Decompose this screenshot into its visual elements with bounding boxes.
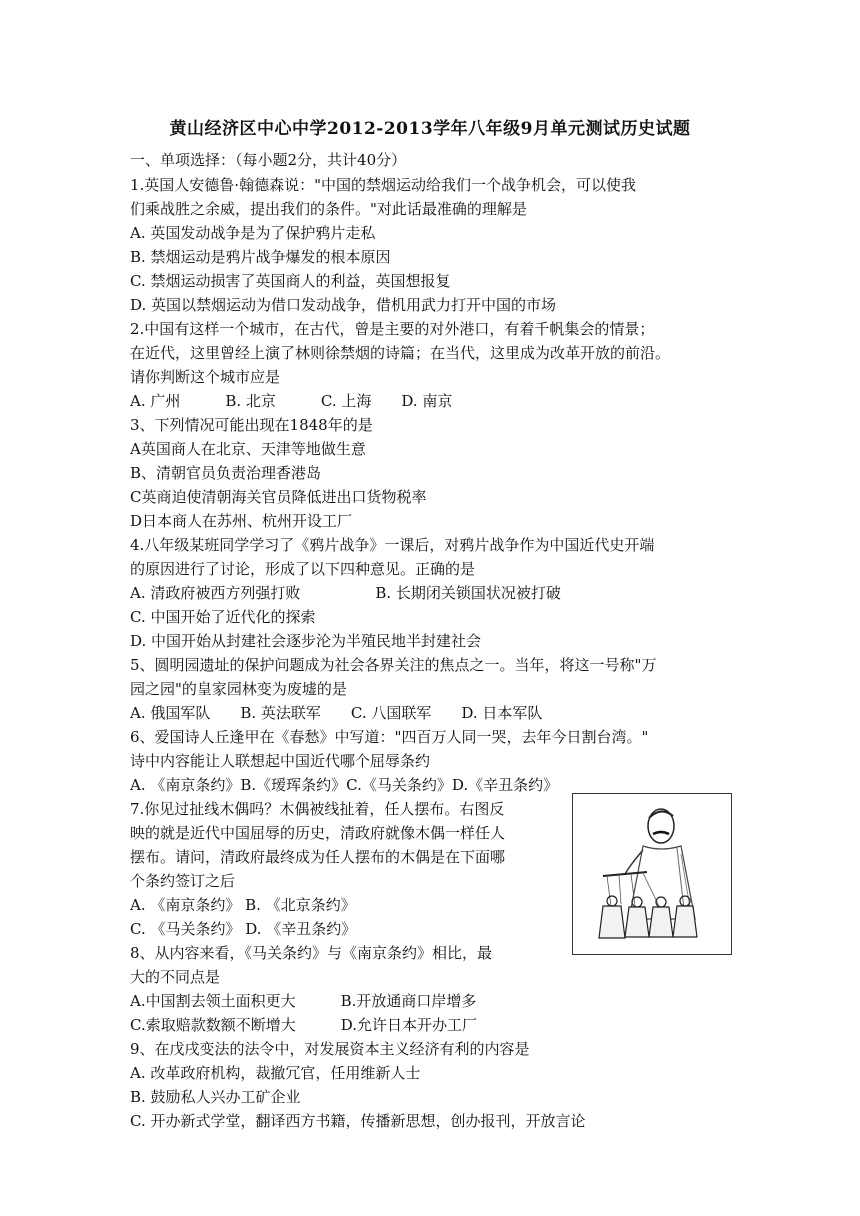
question-4-text: 4.八年级某班同学学习了《鸦片战争》一课后，对鸦片战争作为中国近代史开端 xyxy=(130,536,655,554)
question-9-option-b: B. 鼓励私人兴办工矿企业 xyxy=(130,1088,301,1106)
question-7-text: 映的就是近代中国屈辱的历史，清政府就像木偶一样任人 xyxy=(130,824,506,842)
question-7-options-ab: A. 《南京条约》 B. 《北京条约》 xyxy=(130,896,356,914)
question-9-text: 9、在戊戌变法的法令中，对发展资本主义经济有利的内容是 xyxy=(130,1040,530,1058)
question-1-text: 1.英国人安德鲁·翰德森说："中国的禁烟运动给我们一个战争机会，可以使我 xyxy=(130,176,636,194)
question-1-option-d: D. 英国以禁烟运动为借口发动战争，借机用武力打开中国的市场 xyxy=(130,296,557,314)
question-2-text: 在近代，这里曾经上演了林则徐禁烟的诗篇；在当代，这里成为改革开放的前沿。 xyxy=(130,344,671,362)
question-8-text: 大的不同点是 xyxy=(130,968,221,986)
question-1-option-b: B. 禁烟运动是鸦片战争爆发的根本原因 xyxy=(130,248,391,266)
question-6-options: A. 《南京条约》B.《瑷珲条约》C.《马关条约》D.《辛丑条约》 xyxy=(130,776,559,794)
question-5-options: A. 俄国军队 B. 英法联军 C. 八国联军 D. 日本军队 xyxy=(130,704,543,722)
question-7-text: 个条约签订之后 xyxy=(130,872,236,890)
question-3-option-d: D日本商人在苏州、杭州开设工厂 xyxy=(130,512,353,530)
question-4-text: 的原因进行了讨论，形成了以下四种意见。正确的是 xyxy=(130,560,476,578)
question-1-option-c: C. 禁烟运动损害了英国商人的利益，英国想报复 xyxy=(130,272,451,290)
question-1-text: 们乘战胜之余威，提出我们的条件。"对此话最准确的理解是 xyxy=(130,200,527,218)
question-4-option-d: D. 中国开始从封建社会逐步沦为半殖民地半封建社会 xyxy=(130,632,482,650)
question-9-option-a: A. 改革政府机构，裁撤冗官，任用维新人士 xyxy=(130,1064,421,1082)
question-2-text: 请你判断这个城市应是 xyxy=(130,368,281,386)
question-7-text: 摆布。请问，清政府最终成为任人摆布的木偶是在下面哪 xyxy=(130,848,506,866)
question-4-options-ab: A. 清政府被西方列强打败 B. 长期闭关锁国状况被打破 xyxy=(130,584,561,602)
question-7-text: 7.你见过扯线木偶吗？木偶被线扯着，任人摆布。右图反 xyxy=(130,800,505,818)
exam-title: 黄山经济区中心中学2012-2013学年八年级9月单元测试历史试题 xyxy=(169,119,691,139)
question-8-options-cd: C.索取赔款数额不断增大 D.允许日本开办工厂 xyxy=(130,1016,477,1034)
question-3-text: 3、下列情况可能出现在1848年的是 xyxy=(130,416,373,434)
puppet-drawing xyxy=(573,794,731,954)
question-4-option-c: C. 中国开始了近代化的探索 xyxy=(130,608,316,626)
question-8-text: 8、从内容来看，《马关条约》与《南京条约》相比，最 xyxy=(130,944,493,962)
section-heading: 一、单项选择：（每小题2分，共计40分） xyxy=(130,151,407,169)
question-2-options: A. 广州 B. 北京 C. 上海 D. 南京 xyxy=(130,392,453,410)
question-6-text: 6、爱国诗人丘逢甲在《春愁》中写道："四百万人同一哭，去年今日割台湾。" xyxy=(130,728,649,746)
question-6-text: 诗中内容能让人联想起中国近代哪个屈辱条约 xyxy=(130,752,431,770)
question-3-option-c: C英商迫使清朝海关官员降低进出口货物税率 xyxy=(130,488,427,506)
question-3-option-a: A英国商人在北京、天津等地做生意 xyxy=(130,440,366,458)
question-2-text: 2.中国有这样一个城市，在古代，曾是主要的对外港口，有着千帆集会的情景； xyxy=(130,320,655,338)
question-3-option-b: B、清朝官员负责治理香港岛 xyxy=(130,464,322,482)
question-5-text: 5、圆明园遗址的保护问题成为社会各界关注的焦点之一。当年，将这一号称"万 xyxy=(130,656,657,674)
question-9-option-c: C. 开办新式学堂，翻译西方书籍，传播新思想，创办报刊，开放言论 xyxy=(130,1112,586,1130)
puppet-illustration xyxy=(572,793,732,955)
question-8-options-ab: A.中国割去领土面积更大 B.开放通商口岸增多 xyxy=(130,992,477,1010)
question-7-options-cd: C. 《马关条约》 D. 《辛丑条约》 xyxy=(130,920,357,938)
question-1-option-a: A. 英国发动战争是为了保护鸦片走私 xyxy=(130,224,376,242)
question-5-text: 园之园"的皇家园林变为废墟的是 xyxy=(130,680,347,698)
